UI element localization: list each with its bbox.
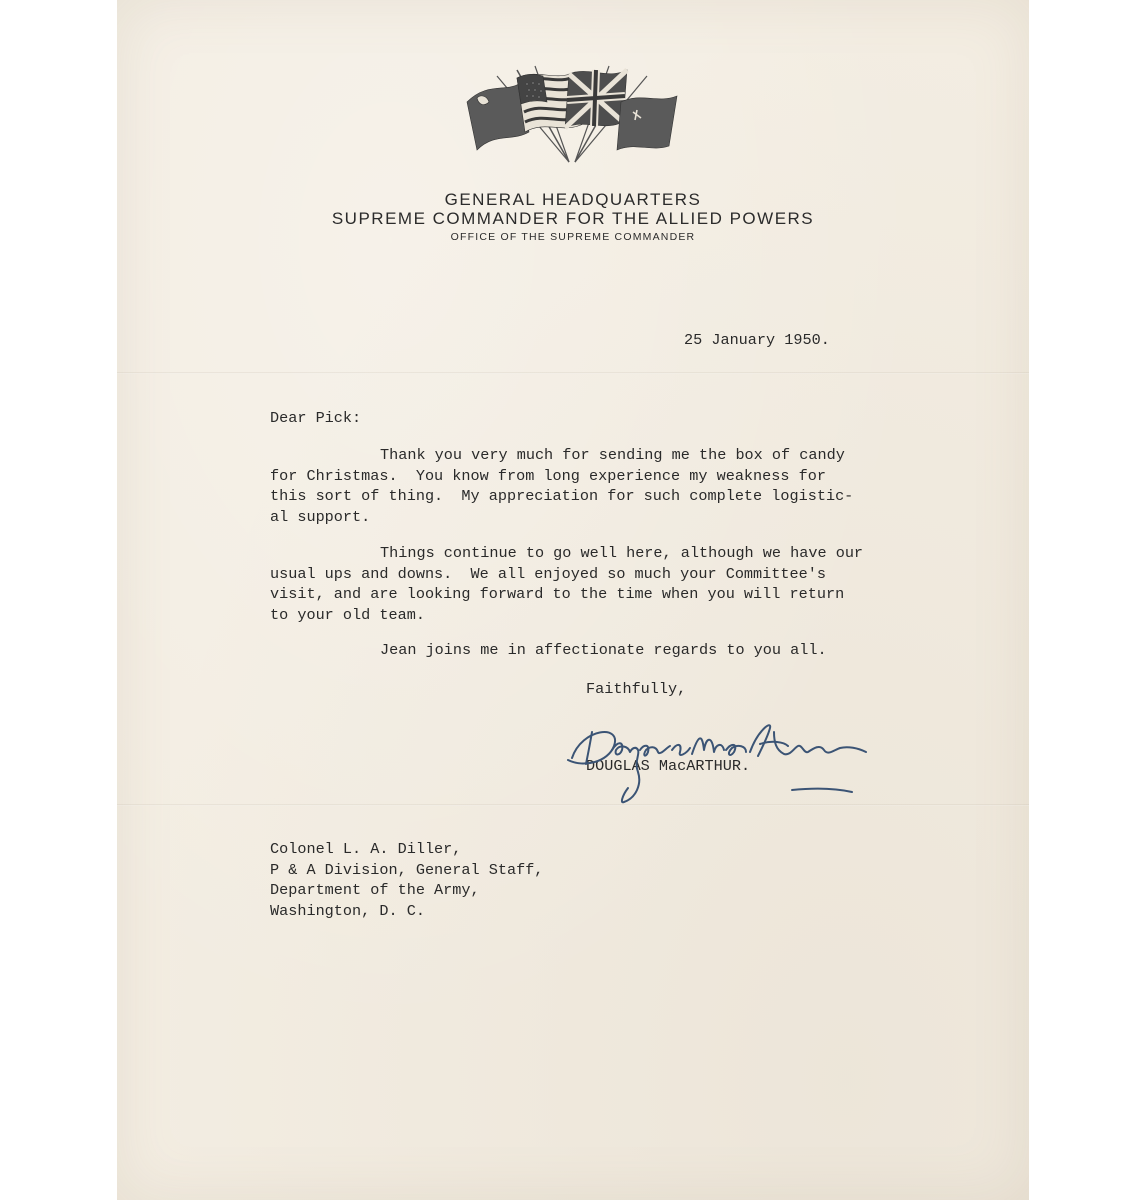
paragraph-2-line: to your old team.: [270, 605, 425, 624]
address-line: Colonel L. A. Diller,: [270, 840, 462, 858]
typed-signature-name: DOUGLAS MacARTHUR.: [586, 757, 751, 775]
paragraph-2-line: visit, and are looking forward to the time when you will return: [270, 585, 845, 603]
paragraph-2-line: Things continue to go well here, although we have our: [380, 544, 864, 562]
paragraph-2: [270, 543, 863, 625]
letterhead-subtitle: SUPREME COMMANDER FOR THE ALLIED POWERS: [331, 209, 815, 228]
paragraph-1-line: for Christmas. You know from long experience my weakness for: [270, 466, 826, 485]
paper-fold-upper: [117, 372, 1029, 374]
address-line: P & A Division, General Staff,: [270, 860, 544, 879]
letterhead-title: GENERAL HEADQUARTERS: [444, 190, 702, 209]
address-line: Washington, D. C.: [270, 901, 425, 920]
signature-image: [562, 710, 882, 810]
letterhead-office: OFFICE OF THE SUPREME COMMANDER: [450, 231, 696, 243]
closing: Faithfully,: [586, 680, 687, 698]
paragraph-3-line: Jean joins me in affectionate regards to you all.: [380, 641, 827, 659]
letter-date: 25 January 1950.: [684, 331, 830, 349]
paragraph-2-line: usual ups and downs. We all enjoyed so much your Committee's: [270, 564, 826, 583]
recipient-address: [270, 839, 543, 921]
paragraph-1-line: al support.: [270, 507, 371, 526]
paragraph-1-line: this sort of thing. My appreciation for such complete logistic-: [270, 487, 854, 505]
allied-flags-icon: [457, 62, 687, 172]
address-line: Department of the Army,: [270, 881, 480, 899]
paragraph-1: [270, 445, 853, 527]
letter-page: [117, 0, 1029, 1200]
paragraph-3: [270, 640, 827, 661]
salutation: Dear Pick:: [270, 409, 362, 427]
paragraph-1-line: Thank you very much for sending me the box of candy: [380, 446, 845, 464]
